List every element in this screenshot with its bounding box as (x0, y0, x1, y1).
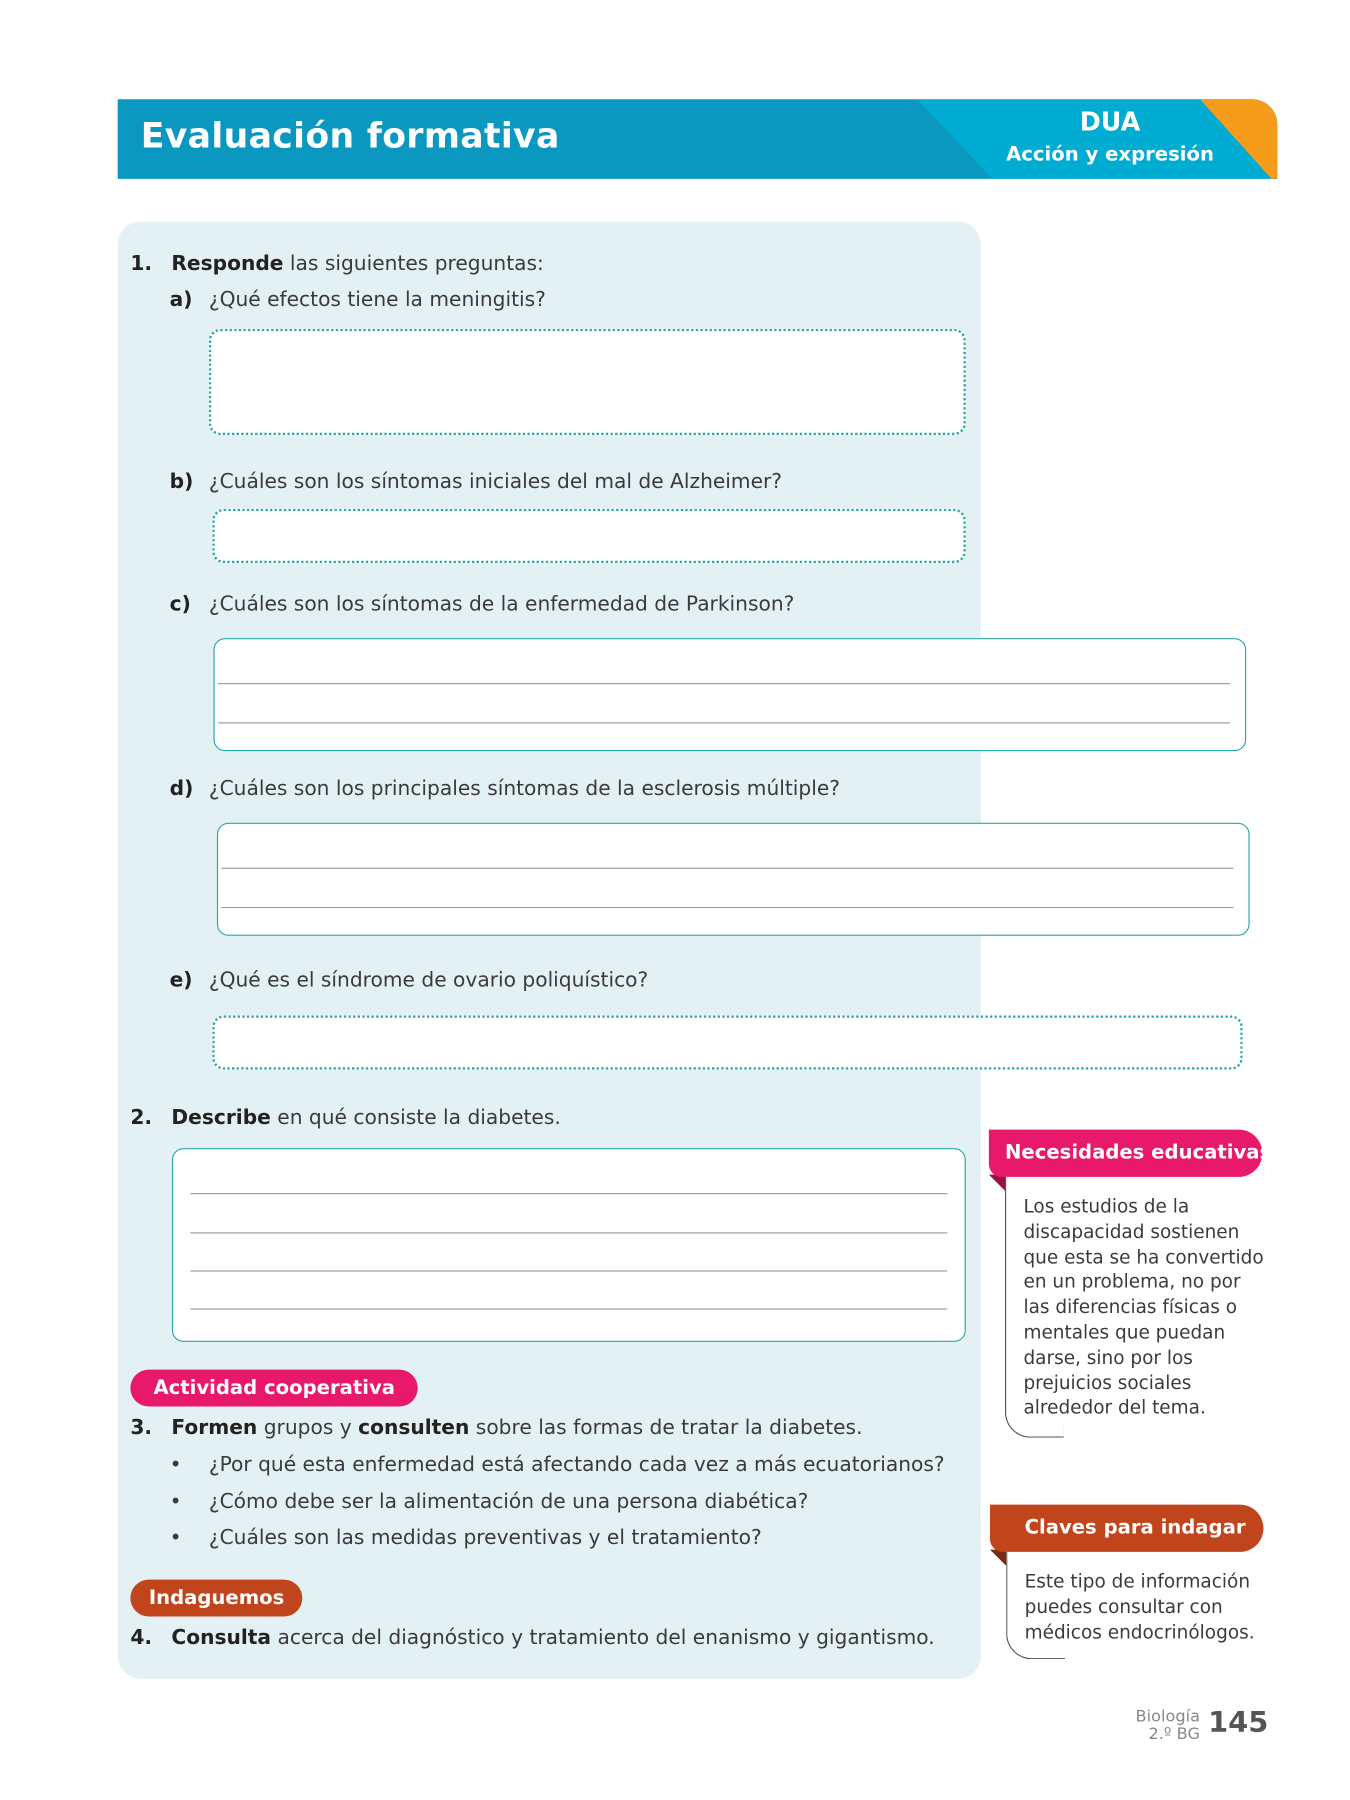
q1e-letter: e) (169, 969, 193, 993)
q1d-letter: d) (169, 777, 194, 801)
writing-line (218, 683, 1230, 684)
writing-line (190, 1193, 947, 1194)
writing-line (190, 1308, 947, 1309)
educational-needs-text: Los estudios de la discapacidad sostienen que esta se ha convertido en un problema, no por las diferencias físicas o mentales que puedan darse, sino por los prejuicios sociales alrededor del tema. (1023, 1195, 1264, 1419)
q3-bullet: ¿Cuáles son las medidas preventivas y el tratamiento? (208, 1526, 762, 1550)
dua-badge-title: DUA (1079, 108, 1141, 138)
bullet-icon: • (169, 1490, 182, 1514)
q1c-letter: c) (169, 593, 191, 617)
q1d-text: ¿Cuáles son los principales síntomas de la esclerosis múltiple? (208, 777, 840, 801)
q3-bullet: ¿Por qué esta enfermedad está afectando cada vez a más ecuatorianos? (208, 1453, 945, 1477)
q1a-letter: a) (169, 288, 193, 312)
writing-line (190, 1270, 947, 1271)
footer-subject: Biología 2.º BG (1135, 1707, 1200, 1744)
research-keys-title: Claves para indagar (990, 1505, 1263, 1552)
educational-needs-title: Necesidades educativas (989, 1130, 1262, 1177)
research-keys-text: Este tipo de información puedes consultar con médicos endocrinólogos. (1024, 1570, 1255, 1643)
bullet-icon: • (169, 1453, 182, 1477)
fold-icon (990, 1550, 1006, 1566)
indaguemos-label: Indaguemos (130, 1580, 302, 1617)
answer-b[interactable] (212, 509, 965, 563)
answer-2[interactable] (172, 1148, 966, 1342)
q4-prompt: 4. Consulta acerca del diagnóstico y tratamiento del enanismo y gigantismo. (130, 1626, 935, 1650)
section-header (118, 99, 1278, 179)
q3-bullet: ¿Cómo debe ser la alimentación de una persona diabética? (208, 1490, 809, 1514)
writing-line (222, 868, 1234, 869)
writing-line (222, 907, 1234, 908)
fold-icon (989, 1175, 1005, 1191)
q2-prompt: 2. Describe en qué consiste la diabetes. (130, 1106, 561, 1130)
q1b-text: ¿Cuáles son los síntomas iniciales del mal de Alzheimer? (208, 470, 783, 494)
q1b-letter: b) (169, 470, 194, 494)
q1a-text: ¿Qué efectos tiene la meningitis? (208, 288, 546, 312)
cooperative-activity-label: Actividad cooperativa (130, 1370, 418, 1407)
q3-prompt: 3. Formen grupos y consulten sobre las formas de tratar la diabetes. (130, 1416, 863, 1440)
dua-badge-subtitle: Acción y expresión (1006, 143, 1214, 167)
bullet-icon: • (169, 1526, 182, 1550)
answer-a[interactable] (209, 329, 966, 435)
answer-d[interactable] (217, 823, 1250, 936)
writing-line (190, 1232, 947, 1233)
writing-line (218, 722, 1230, 723)
q1c-text: ¿Cuáles son los síntomas de la enfermedad de Parkinson? (208, 593, 795, 617)
answer-c[interactable] (213, 638, 1246, 751)
q1e-text: ¿Qué es el síndrome de ovario poliquístico? (208, 969, 649, 993)
page-title: Evaluación formativa (140, 116, 560, 157)
page-number: 145 (1208, 1705, 1269, 1739)
answer-e[interactable] (212, 1015, 1242, 1069)
q1-prompt: 1. Responde las siguientes preguntas: (130, 252, 544, 276)
